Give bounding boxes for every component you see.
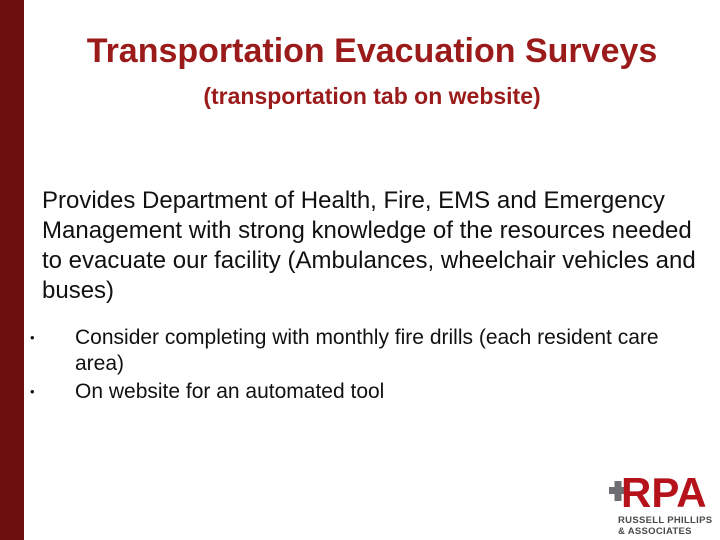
logo-caption [618,515,712,537]
rpa-logo-mark [603,470,718,514]
slide-subtitle: (transportation tab on website) [203,83,541,109]
list-item [30,325,700,377]
bullet-icon: • [30,384,35,399]
logo-line-1: RUSSELL PHILLIPS [618,515,713,526]
logo-letters: RPA [621,470,707,514]
body-paragraph: Provides Department of Health, Fire, EMS and Emergency Management with strong knowledge of the resources needed to evacuate our facility (Ambulances, wheelchair vehicles and buses) [42,187,696,304]
sidebar-stripe [0,0,24,540]
company-logo [603,470,718,540]
bullet-text: Consider completing with monthly fire drills (each resident care area) [75,326,659,375]
bullet-icon: • [30,330,35,345]
slide-title: Transportation Evacuation Surveys [86,32,658,70]
bullet-list [30,325,700,407]
list-item [30,379,700,405]
logo-line-2: & ASSOCIATES [618,526,692,537]
bullet-text: On website for an automated tool [75,380,385,403]
